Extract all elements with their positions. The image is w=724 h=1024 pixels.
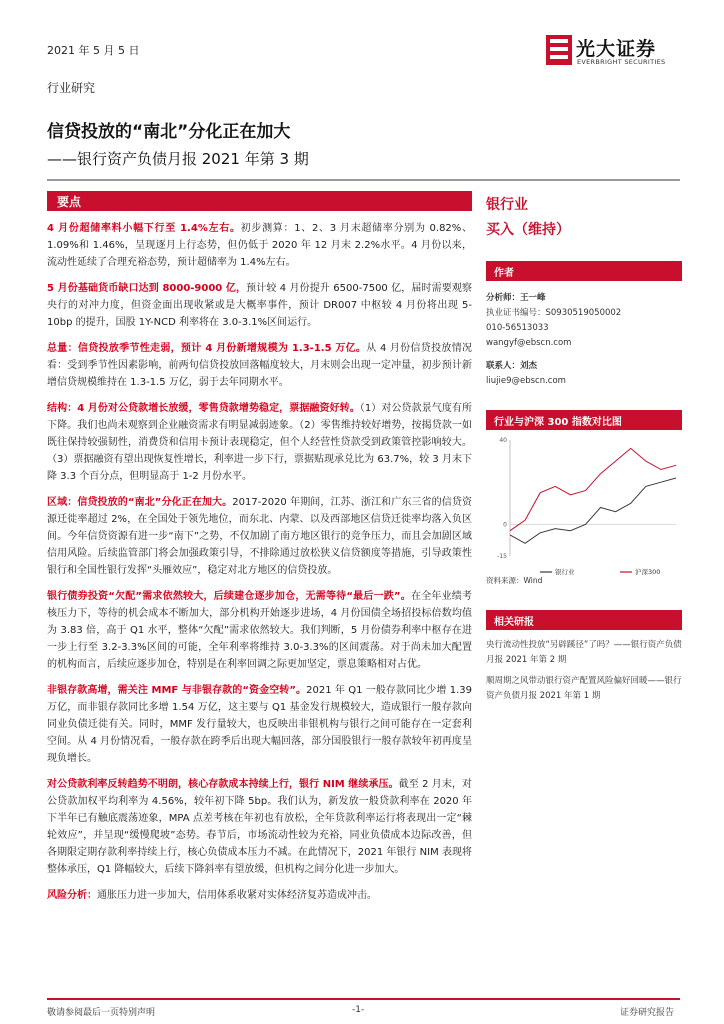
rating: 买入（维持） [486, 222, 570, 238]
author-heading: 作者 [486, 261, 682, 281]
brand-name: 光大证券 [576, 38, 657, 60]
brand-logo [546, 33, 686, 73]
summary-heading: 要点 [57, 195, 82, 209]
page-title: 信贷投放的“南北”分化正在加大 [47, 122, 291, 142]
chart-svg [486, 432, 682, 580]
title-divider [47, 179, 680, 181]
summary-paragraph: 非银存款高增，需关注 MMF 与非银存款的“资金空转”。2021 年 Q1 一般存款同比少增 1.39 万亿，而非银存款同比多增 1.54 万亿，这主要与 Q1 基金发行规模较大，造成银行一般存款向同业负债迁徙有关。同时，MMF 发行量较大，也反映出非银机构与银行之间可能存在一定套利空间。从 4 月份情况看，一般存款在跨季后出现大幅回落，部分国股银行一般存款较年初再度呈现负增长。 [47, 685, 472, 764]
contact-name: 联系人：刘杰 [486, 361, 538, 371]
footer-disclaimer[interactable]: 敬请参阅最后一页特别声明 [47, 1008, 156, 1018]
chart-y-tick-label: 40 [499, 437, 507, 444]
summary-paragraph: 对公贷款利率反转趋势不明朗，核心存款成本持续上行，银行 NIM 继续承压。截至 2 月末，对公贷款加权平均利率为 4.56%，较年初下降 5bp。我们认为，新发放一般贷款利率在 2020 年下半年已有触底震荡迹象，MPA 点差考核在年初也有放松，全年贷款利率运行将表现出一定“棘轮效应”，并呈现“缓慢爬坡”态势。春节后，市场流动性较为充裕，同业负债成本边际改善，但各期限定期存款利率持续上行，核心负债成本压力不减。在此情况下，2021 年银行 NIM 表现将整体承压，Q1 降幅较大，后续下降斜率有望放缓，但机构之间分化进一步加大。 [47, 779, 472, 875]
page-subtitle: ——银行资产负债月报 2021 年第 3 期 [47, 150, 309, 168]
report-date: 2021 年 5 月 5 日 [47, 44, 140, 57]
summary-paragraph: 区域：信贷投放的“南北”分化正在加大。2017-2020 年期间，江苏、浙江和广东三省的信贷资源迁徙率超过 2%，在全国处于领先地位，而东北、内蒙、以及西部地区信贷迁徙率均落入负区间。今年信贷资源有进一步“南下”之势，不仅加剧了南方地区银行的竞争压力，而且会加剧区域信用风险。后续监管部门将会加强政策引导，不排除通过放松狭义信贷额度等措施，引导政策性银行和全国性银行发挥“头雁效应”，稳定对北方地区的信贷投放。 [47, 497, 472, 576]
page-number: -1- [352, 1005, 365, 1015]
summary-heading-bar [47, 191, 472, 211]
analyst-email: wangyf@ebscn.com [486, 338, 572, 348]
analyst-phone: 010-56513033 [486, 323, 549, 333]
summary-paragraph: 4 月份超储率料小幅下行至 1.4%左右。初步测算：1、2、3 月末超储率分别为 0.82%、1.09%和 1.46%，呈现逐月上行态势，但仍低于 2020 年 12 月末 2.2%水平。4 月份以来，流动性延续了合理充裕态势，预计超储率为 1.4%左右。 [47, 223, 473, 268]
footer-label: 证券研究报告 [620, 1008, 675, 1018]
footer-divider [47, 998, 680, 1000]
summary-paragraph: 5 月份基础货币缺口达到 8000-9000 亿，预计较 4 月份提升 6500-7500 亿，届时需要观察央行的对冲力度，但资金面出现收紧或是大概率事件，预计 DR007 中枢较 4 月份将出现 5-10bp 的提升，国股 1Y-NCD 利率将在 3.0-3.1%区间运行。 [47, 283, 472, 328]
related-report-link[interactable]: 顺周期之风带动银行资产配置风险偏好回暖——银行资产负债月报 2021 年第 1 期 [486, 676, 682, 701]
chart-legend-label: 沪深300 [635, 568, 661, 576]
chart-y-tick-label: -15 [497, 553, 507, 560]
brand-name-en: EVERBRIGHT SECURITIES [577, 58, 666, 66]
summary-body [47, 220, 472, 913]
index-comparison-chart [486, 410, 682, 585]
chart-heading: 行业与沪深 300 指数对比图 [486, 410, 682, 430]
summary-paragraph: 风险分析：通胀压力进一步加大，信用体系收紧对实体经济复苏造成冲击。 [47, 890, 377, 901]
related-report-link[interactable]: 央行流动性投放“另辟蹊径”了吗？——银行资产负债月报 2021 年第 2 期 [486, 640, 682, 665]
industry-name: 银行业 [486, 197, 528, 213]
related-heading: 相关研报 [486, 610, 682, 630]
chart-y-tick-label: 0 [503, 521, 507, 529]
summary-paragraph: 总量：信贷投放季节性走弱，预计 4 月份新增规模为 1.3-1.5 万亿。从 4 月份信贷投放情况看：受到季节性因素影响，前两旬信贷投放回落幅度较大，月末则会出现一定冲量，初步预计新增信贷规模维持在 1.3-1.5 万亿，弱于去年同期水平。 [47, 343, 472, 388]
analyst-name: 分析师：王一峰 [486, 293, 546, 303]
report-category: 行业研究 [47, 81, 96, 95]
everbright-logo-icon [546, 33, 572, 67]
chart-legend-label: 银行业 [555, 568, 575, 576]
summary-paragraph: 结构：4 月份对公贷款增长放缓，零售贷款增势稳定，票据融资好转。（1）对公贷款景气度有所下降。我们也尚未观察到企业融资需求有明显减弱迹象。（2）零售维持较好增势，按揭贷款一如既往保持较强韧性，消费贷和信用卡预计表现稳定，但个人经营性贷款受到政策管控影响较大。（3）票据融资有望出现恢复性增长，利率进一步下行，票据贴现承兑比为 63.7%，较 3 月末下降 3.3 个百分点，但明显高于 1-2 月份水平。 [47, 403, 472, 482]
license-number: 执业证书编号：S0930519050002 [486, 308, 622, 318]
related-reports [486, 610, 682, 704]
sidebar [486, 191, 682, 389]
chart-source: 资料来源：Wind [486, 576, 543, 585]
chart-series-line [510, 448, 676, 530]
chart-series-line [510, 478, 676, 543]
summary-paragraph: 银行债券投资“欠配”需求依然较大，后续建仓逐步加仓，无需等待“最后一跌”。在全年业绩考核压力下，等待的机会成本不断加大，部分机构开始逐步进场，4 月份国债全场招投标倍数均值为 3.83 倍，高于 Q1 水平，整体“欠配”需求依然较大。我们判断，5 月份债券利率中枢存在进一步上行至 3.2-3.3%区间的可能，全年利率将维持 3.0-3.3%的区间震荡。对于尚未加大配置的机构而言，后续应逐步加仓，特别是在利率回调之际更加坚定，票息策略相对占优。 [47, 591, 473, 670]
contact-email: liujie9@ebscn.com [486, 376, 566, 386]
